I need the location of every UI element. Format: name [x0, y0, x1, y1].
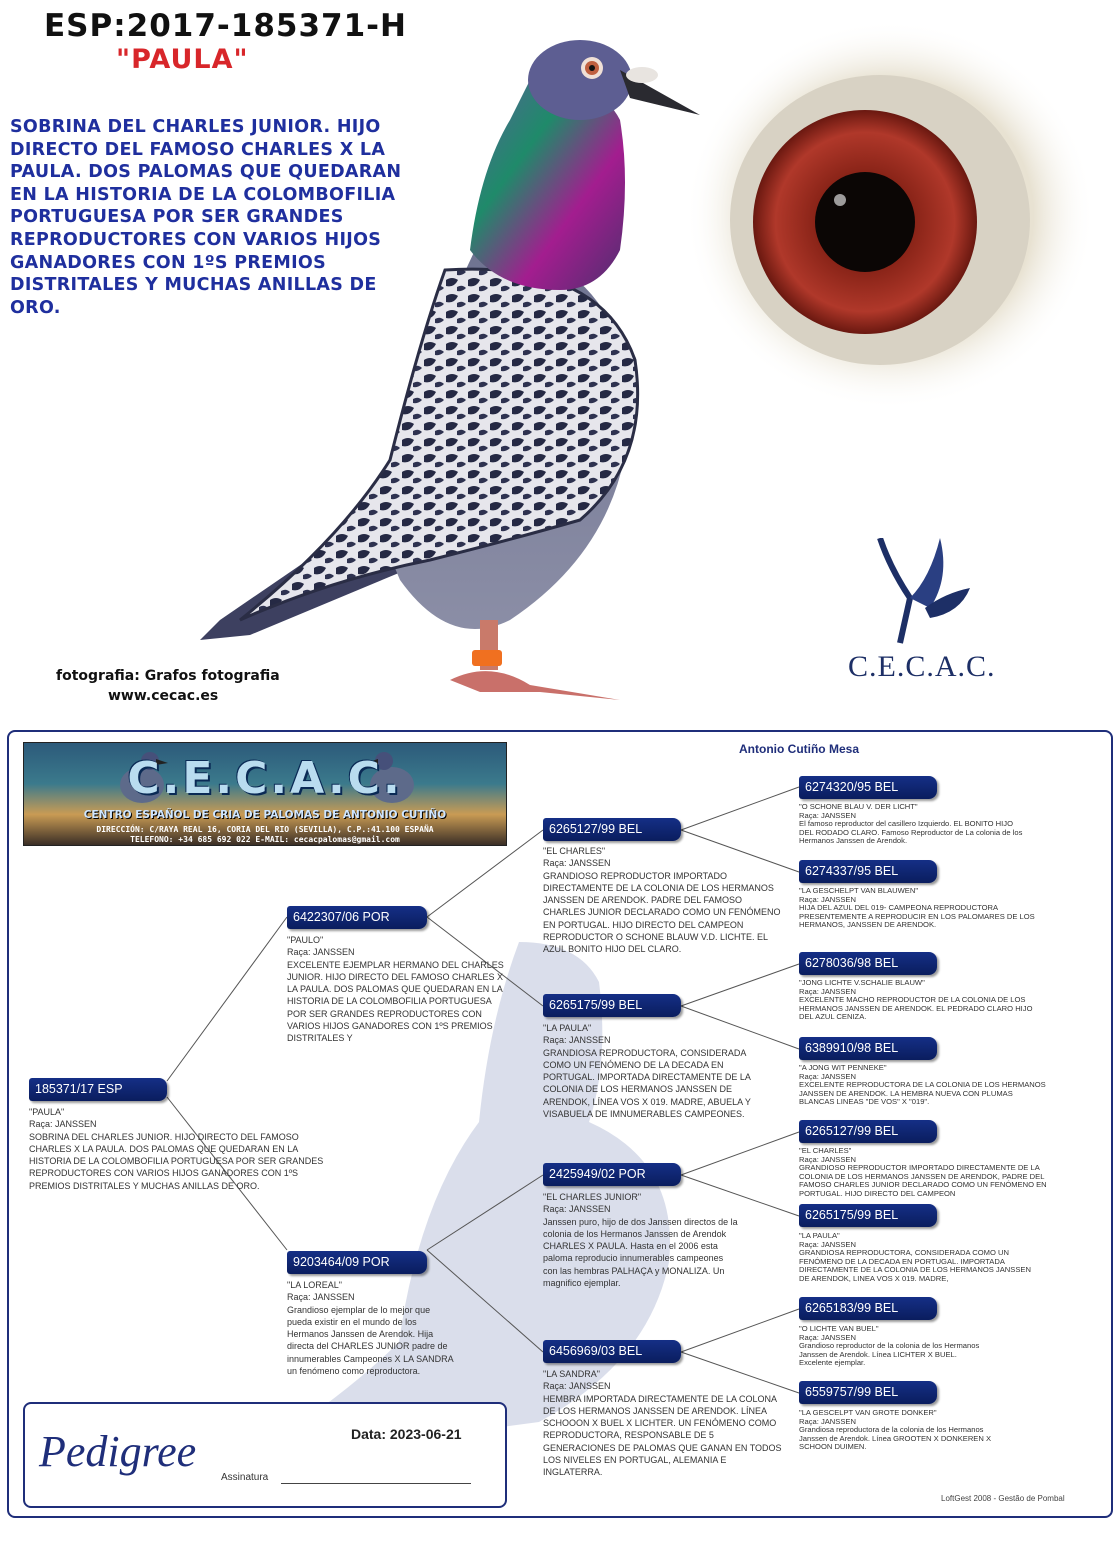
software-credit: LoftGest 2008 - Gestão de Pombal [941, 1494, 1065, 1503]
pedigree-box-ff[interactable]: 6265127/99 BEL [543, 818, 681, 841]
pedigree-info-mf [543, 1191, 739, 1289]
bird-description: HEMBRA IMPORTADA DIRECTAMENTE DE LA COLONA DE LOS HERMANOS JANSSEN DE ARENDOK. LÍNEA SCHOOON X BUEL X LICHTER. UN FENÓMENO COMO REPRODUCTORA, RESPONSABLE DE 5 GENERACIONES DE PALOMAS QUE GANAN EN TODOS LOS NIVELES EN PORTUGAL, ALEMANIA E INGLATERRA. [543, 1393, 782, 1478]
bird-breed: Raça: JANSSEN [287, 1292, 355, 1303]
pedigree-info-fm [543, 1022, 769, 1120]
pedigree-box-mmm[interactable]: 6559757/99 BEL [799, 1381, 937, 1404]
bird-breed: Raça: JANSSEN [799, 1239, 856, 1249]
pedigree-info-mfm [799, 1232, 1035, 1284]
owner-name: Antonio Cutiño Mesa [739, 742, 859, 756]
bird-breed: Raça: JANSSEN [29, 1119, 97, 1130]
bird-description: SOBRINA DEL CHARLES JUNIOR. HIJO DIRECTO DEL FAMOSO CHARLES X LA PAULA. DOS PALOMAS QUE QUEDARAN EN LA HISTORIA DE LA COLOMBOFILIA PORTUGUESA POR SER GRANDES REPRODUCTORES CON VARIOS HIJOS GANADORES CON 1ºS PREMIOS DISTRITALES Y MUCHAS ANILLAS DE ORO. [29, 1131, 324, 1191]
bird-name: "A JONG WIT PENNEKE" [799, 1063, 887, 1072]
photo-credit: fotografia: Grafos fotografia [56, 668, 280, 684]
pedigree-info-mm [543, 1368, 783, 1479]
bird-description: Grandioso ejemplar de lo mejor que pueda existir en el mundo de los Hermanos Janssen de Arendok. Hija directa del CHARLES JUNIOR padre de innumerables Campeones X LA SANDRA un fenómeno como reproductora. [287, 1304, 454, 1377]
bird-description: GRANDIOSA REPRODUCTORA, CONSIDERADA COMO UN FENÓMENO DE LA DECADA EN PORTUGAL. IMPORTADA DIRECTAMENTE DE LA COLONIA DE LOS HERMANOS JANSSEN DE ARENDOK, LINEA VOS X 019. MADRE, [799, 1248, 1031, 1283]
bird-name: "JONG LICHTE V.SCHALIE BLAUW" [799, 978, 925, 987]
bird-name: "EL CHARLES" [543, 846, 606, 856]
pedigree-box-fff[interactable]: 6274320/95 BEL [799, 776, 937, 799]
pedigree-box-mm[interactable]: 6456969/03 BEL [543, 1340, 681, 1363]
pedigree-box-mmf[interactable]: 6265183/99 BEL [799, 1297, 937, 1320]
bird-description: GRANDIOSA REPRODUCTORA, CONSIDERADA COMO UN FENÓMENO DE LA DECADA EN PORTUGAL. IMPORTADA DIRECTAMENTE DE LA COLONIA DE LOS HERMANOS JANSSEN DE ARENDOK, LÍNEA VOS X 019. MADRE, ABUELA Y VISABUELA DE IMNUMERABLES CAMPEONES. [543, 1047, 751, 1120]
pedigree-info-fff [799, 803, 1025, 846]
bird-name: "LA PAULA" [799, 1231, 840, 1240]
bird-name: "LA PAULA" [543, 1023, 592, 1033]
bird-description: Janssen puro, hijo de dos Janssen directos de la colonia de los Hermanos Janssen de Arendok CHARLES X PAULA. Hasta en el 2006 esta paloma reproducio innumerables campeones con las hembras PALHAÇA y MONALIZA. Un magnifico ejemplar. [543, 1216, 738, 1289]
bird-name: "LA GESCHELPT VAN BLAUWEN" [799, 886, 919, 895]
signature-label: Assinatura [221, 1472, 269, 1483]
pedigree-info-ff [543, 845, 783, 956]
bird-name: "O LICHTE VAN BUEL" [799, 1324, 879, 1333]
bird-breed: Raça: JANSSEN [799, 894, 856, 904]
pedigree-box-father[interactable]: 6422307/06 POR [287, 906, 427, 929]
bird-breed: Raça: JANSSEN [799, 1332, 856, 1342]
bird-name: "LA SANDRA" [543, 1369, 600, 1379]
banner-title: C.E.C.A.C. [127, 753, 403, 804]
bird-breed: Raça: JANSSEN [287, 947, 355, 958]
pedigree-box-mf[interactable]: 2425949/02 POR [543, 1163, 681, 1186]
bird-breed: Raça: JANSSEN [799, 1154, 856, 1164]
bird-description: EXCELENTE REPRODUCTORA DE LA COLONIA DE LOS HERMANOS JANSSEN DE ARENDOK. LA HEMBRA NUEVA CON PLUMAS BLANCAS LINEAS "DE VOS" X "019". [799, 1080, 1046, 1107]
pedigree-info-subject [29, 1106, 339, 1192]
photo-poster [0, 0, 1120, 720]
bird-description: EXCELENTE MACHO REPRODUCTOR DE LA COLONIA DE LOS HERMANOS JANSSEN DE ARENDOK. EL PEDRADO CLARO HIJO DEL AZUL CENIZA. [799, 995, 1033, 1022]
bird-breed: Raça: JANSSEN [543, 1204, 611, 1215]
bird-breed: Raça: JANSSEN [799, 810, 856, 820]
date-label: Data: 2023-06-21 [351, 1426, 462, 1442]
banner-contact-line: TELEFONO: +34 685 692 022 E-MAIL: cecacpalomas@gmail.com [130, 835, 400, 844]
pedigree-sheet [7, 730, 1113, 1518]
bird-name: "PAULO" [287, 935, 324, 945]
pedigree-box-mother[interactable]: 9203464/09 POR [287, 1251, 427, 1274]
bird-description: GRANDIOSO REPRODUCTOR IMPORTADO DIRECTAMENTE DE LA COLONIA DE LOS HERMANOS JANSSEN DE ARENDOK, PADRE DEL FAMOSO CHARLES JUNIOR DECLARADO COMO UN FENÓMENO EN PORTUGAL. HIJO DIRECTO DEL CAMPEON [799, 1163, 1047, 1198]
pedigree-box-mfm[interactable]: 6265175/99 BEL [799, 1204, 937, 1227]
pedigree-info-ffm [799, 887, 1039, 930]
bird-description: GRANDIOSO REPRODUCTOR IMPORTADO DIRECTAMENTE DE LA COLONIA DE LOS HERMANOS JANSSEN DE ARENDOK. PADRE DEL FAMOSO CHARLES JUNIOR DECLARADO COMO UN FENÓMENO EN PORTUGAL. HIJO DIRECTO DEL CAMPEON REPRODUCTOR O SCHONE BLAUW V.D. LICHTE. EL AZUL BONITO HIJO DEL CLARO. [543, 870, 781, 955]
pedigree-info-mmf [799, 1325, 989, 1368]
bird-description: Grandiosa reproductora de la colonia de los Hermanos Janssen de Arendok. Línea GROOTEN X DONKEREN X SCHOON DUIMEN. [799, 1425, 992, 1452]
bird-breed: Raça: JANSSEN [799, 986, 856, 996]
pedigree-box-ffm[interactable]: 6274337/95 BEL [799, 860, 937, 883]
signature-panel [23, 1402, 507, 1508]
pedigree-box-mff[interactable]: 6265127/99 BEL [799, 1120, 937, 1143]
bird-breed: Raça: JANSSEN [543, 1381, 611, 1392]
bird-name: "PAULA" [29, 1107, 65, 1117]
pigeon-photo [180, 20, 720, 710]
bird-name: "EL CHARLES" [799, 1146, 852, 1155]
pedigree-info-fmm [799, 1064, 1049, 1107]
bird-breed: Raça: JANSSEN [543, 858, 611, 869]
pedigree-box-fmf[interactable]: 6278036/98 BEL [799, 952, 937, 975]
bird-name-title: "PAULA" [116, 44, 249, 75]
pedigree-title: Pedigree [39, 1427, 197, 1476]
pedigree-info-father [287, 934, 513, 1044]
website-link[interactable]: www.cecac.es [108, 688, 219, 704]
bird-description: HIJA DEL AZUL DEL 019- CAMPEONA REPRODUCTORA PRESENTEMENTE A REPRODUCIR EN LOS PALOMARES DE LOS HERMANOS, JANSSEN DE ARENDOK. [799, 903, 1035, 930]
bird-breed: Raça: JANSSEN [543, 1035, 611, 1046]
pedigree-info-mmm [799, 1409, 995, 1452]
bird-breed: Raça: JANSSEN [799, 1416, 856, 1426]
eye-photo [680, 0, 1100, 410]
pedigree-info-mff [799, 1147, 1055, 1199]
pedigree-box-fmm[interactable]: 6389910/98 BEL [799, 1037, 937, 1060]
bird-description: Grandioso reproductor de la colonia de los Hermanos Janssen de Arendok. Línea LICHTER X BUEL. Excelente ejemplar. [799, 1341, 980, 1368]
pedigree-info-mother [287, 1279, 457, 1377]
banner-address-line: DIRECCIÓN: C/RAYA REAL 16, CORIA DEL RIO (SEVILLA), C.P.:41.100 ESPAÑA [96, 825, 434, 834]
bird-name: "O SCHONE BLAU V. DER LICHT" [799, 802, 918, 811]
banner-subtitle: CENTRO ESPAÑOL DE CRIA DE PALOMAS DE ANTONIO CUTIÑO [83, 809, 447, 821]
ring-id-title: ESP:2017-185371-H [44, 8, 407, 44]
bird-breed: Raça: JANSSEN [799, 1071, 856, 1081]
signature-line[interactable] [281, 1483, 471, 1484]
bird-description: El famoso reproductor del casillero Izquierdo. EL BONITO HIJO DEL RODADO CLARO. Famoso Reproductor de La colonia de los Hermanos Janssen de Arendok. [799, 819, 1023, 846]
bird-name: "LA GESCELPT VAN GROTE DONKER" [799, 1408, 937, 1417]
bird-name: "EL CHARLES JUNIOR" [543, 1192, 642, 1202]
bird-description: EXCELENTE EJEMPLAR HERMANO DEL CHARLES JUNIOR. HIJO DIRECTO DEL FAMOSO CHARLES X LA PAULA. DOS PALOMAS QUE QUEDARAN EN LA HISTORIA DE LA COLOMBOFILIA PORTUGUESA POR SER GRANDES REPRODUCTORES CON VARIOS HIJOS GANADORES CON 1ºS PREMIOS DISTRITALES Y [287, 959, 504, 1044]
cecac-logo-text: C.E.C.A.C. [848, 650, 996, 683]
pedigree-box-fm[interactable]: 6265175/99 BEL [543, 994, 681, 1017]
bird-name: "LA LOREAL" [287, 1280, 342, 1290]
intro-text: SOBRINA DEL CHARLES JUNIOR. HIJO DIRECTO DEL FAMOSO CHARLES X LA PAULA. DOS PALOMAS QUE QUEDARAN EN LA HISTORIA DE LA COLOMBOFILIA PORTUGUESA POR SER GRANDES REPRODUCTORES CON VARIOS HIJOS GANADORES CON 1ºS PREMIOS DISTRITALES Y MUCHAS ANILLAS DE ORO. [10, 117, 402, 318]
cecac-logo-mark [870, 538, 980, 648]
pedigree-info-fmf [799, 979, 1049, 1022]
pedigree-box-subject[interactable]: 185371/17 ESP [29, 1078, 167, 1101]
